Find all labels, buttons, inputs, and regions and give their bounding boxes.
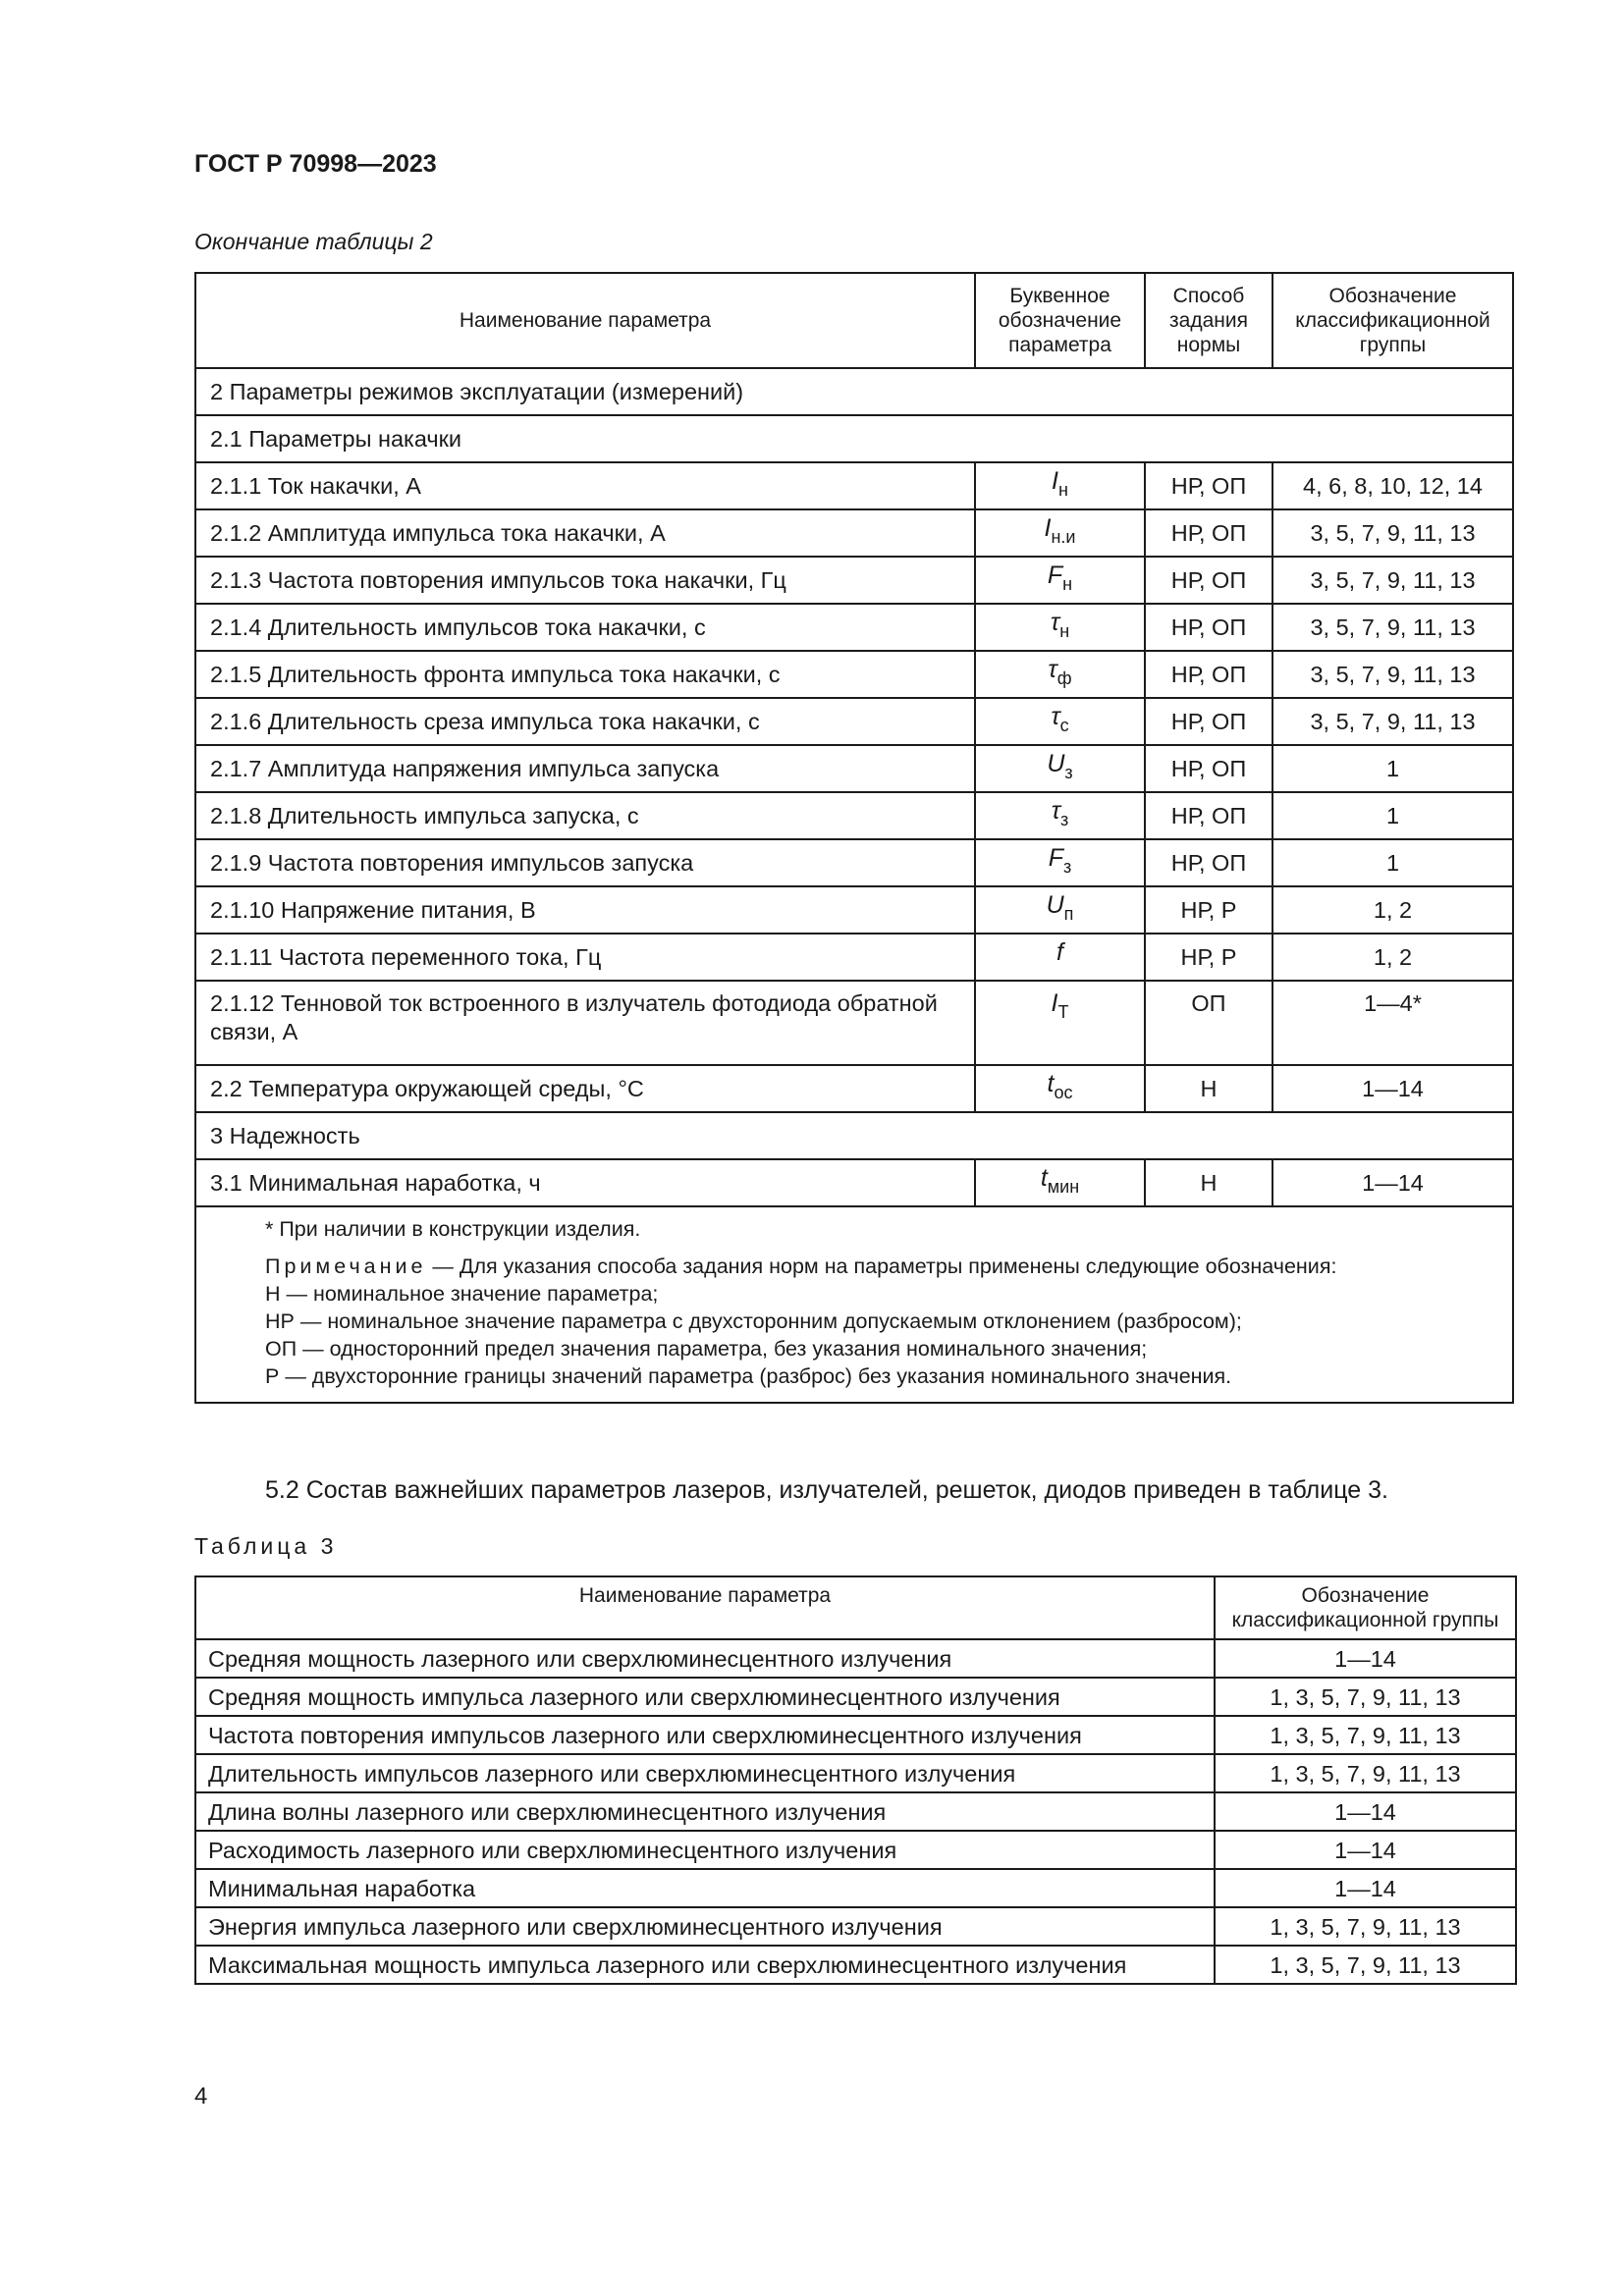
header-group: Обозначение классификационной группы [1215, 1576, 1516, 1639]
param-method: НР, ОП [1145, 698, 1272, 745]
param-group: 1, 3, 5, 7, 9, 11, 13 [1215, 1946, 1516, 1984]
param-name: 2.1.7 Амплитуда напряжения импульса запуска [195, 745, 975, 792]
param-method: Н [1145, 1159, 1272, 1206]
param-symbol: $t_{ос}$ [975, 1065, 1145, 1112]
param-method: НР, Р [1145, 886, 1272, 934]
param-group: 1, 2 [1272, 934, 1513, 981]
table-row [195, 1831, 1516, 1869]
header-name: Наименование параметра [195, 1576, 1215, 1639]
param-group: 3, 5, 7, 9, 11, 13 [1272, 557, 1513, 604]
param-symbol: $\tau_ф$ [975, 651, 1145, 698]
param-group: 1 [1272, 839, 1513, 886]
param-symbol: $t_{мин}$ [975, 1159, 1145, 1206]
table2-caption: Окончание таблицы 2 [194, 229, 433, 254]
param-name: Энергия импульса лазерного или сверхлюминесцентного излучения [195, 1907, 1215, 1946]
param-name: 2.1.10 Напряжение питания, В [195, 886, 975, 934]
param-group: 1 [1272, 745, 1513, 792]
param-method: Н [1145, 1065, 1272, 1112]
param-name: 2.1.8 Длительность импульса запуска, с [195, 792, 975, 839]
table-row [195, 698, 1513, 745]
param-method: НР, ОП [1145, 792, 1272, 839]
header-method: Способ задания нормы [1145, 273, 1272, 368]
table-row [195, 1065, 1513, 1112]
table-row [195, 1716, 1516, 1754]
table-row [195, 792, 1513, 839]
table-row [195, 981, 1513, 1065]
param-name: Средняя мощность лазерного или сверхлюминесцентного излучения [195, 1639, 1215, 1678]
param-method: НР, ОП [1145, 651, 1272, 698]
param-method: НР, ОП [1145, 604, 1272, 651]
param-name: 2.2 Температура окружающей среды, °С [195, 1065, 975, 1112]
param-method: НР, ОП [1145, 557, 1272, 604]
param-group: 1, 3, 5, 7, 9, 11, 13 [1215, 1678, 1516, 1716]
header-name: Наименование параметра [195, 273, 975, 368]
param-name: 2.1.1 Ток накачки, А [195, 462, 975, 509]
param-group: 1—14 [1215, 1792, 1516, 1831]
param-symbol: $I_Т$ [975, 981, 1145, 1065]
table-row [195, 839, 1513, 886]
section-heading: 3 Надежность [195, 1112, 1513, 1159]
param-group: 3, 5, 7, 9, 11, 13 [1272, 698, 1513, 745]
param-name: Минимальная наработка [195, 1869, 1215, 1907]
table-row [195, 1159, 1513, 1206]
param-group: 3, 5, 7, 9, 11, 13 [1272, 604, 1513, 651]
table-row [195, 1754, 1516, 1792]
param-group: 1—4* [1272, 981, 1513, 1065]
param-name: 2.1.3 Частота повторения импульсов тока накачки, Гц [195, 557, 975, 604]
param-name: 2.1.6 Длительность среза импульса тока накачки, с [195, 698, 975, 745]
note-label: Примечание [265, 1255, 427, 1278]
param-method: НР, ОП [1145, 509, 1272, 557]
page-number: 4 [194, 2083, 208, 2109]
param-group: 1, 2 [1272, 886, 1513, 934]
table-row [195, 1869, 1516, 1907]
note-line: НР — номинальное значение параметра с двухсторонним допускаемым отклонением (разбросом); [265, 1309, 1242, 1333]
param-method: ОП [1145, 981, 1272, 1065]
table-row [195, 1907, 1516, 1946]
param-symbol: $U_з$ [975, 745, 1145, 792]
note-text: — Для указания способа задания норм на параметры применены следующие обозначения: [426, 1255, 1337, 1278]
table-row [195, 509, 1513, 557]
param-group: 1—14 [1272, 1159, 1513, 1206]
param-name: Максимальная мощность импульса лазерного или сверхлюминесцентного излучения [195, 1946, 1215, 1984]
param-symbol: $\tau_з$ [975, 792, 1145, 839]
param-symbol: $\tau_н$ [975, 604, 1145, 651]
table-row [195, 604, 1513, 651]
param-name: 2.1.2 Амплитуда импульса тока накачки, А [195, 509, 975, 557]
note-line: Н — номинальное значение параметра; [265, 1282, 659, 1306]
header-group: Обозначение классификационной группы [1272, 273, 1513, 368]
param-symbol: $\tau_с$ [975, 698, 1145, 745]
param-symbol: $F_н$ [975, 557, 1145, 604]
param-symbol: $I_н$ [975, 462, 1145, 509]
param-group: 3, 5, 7, 9, 11, 13 [1272, 651, 1513, 698]
table-row [195, 934, 1513, 981]
param-method: НР, Р [1145, 934, 1272, 981]
param-name: Средняя мощность импульса лазерного или сверхлюминесцентного излучения [195, 1678, 1215, 1716]
param-name: 2.1.4 Длительность импульсов тока накачки, с [195, 604, 975, 651]
param-name: 2.1.5 Длительность фронта импульса тока накачки, с [195, 651, 975, 698]
table-row [195, 886, 1513, 934]
param-name: 2.1.9 Частота повторения импульсов запуска [195, 839, 975, 886]
param-group: 1—14 [1215, 1831, 1516, 1869]
param-symbol: f [975, 934, 1145, 981]
param-method: НР, ОП [1145, 745, 1272, 792]
table-row [195, 557, 1513, 604]
header-symbol: Буквенное обозначение параметра [975, 273, 1145, 368]
param-group: 3, 5, 7, 9, 11, 13 [1272, 509, 1513, 557]
param-group: 1 [1272, 792, 1513, 839]
table-row [195, 1639, 1516, 1678]
note-intro [265, 1253, 1498, 1280]
param-group: 1, 3, 5, 7, 9, 11, 13 [1215, 1754, 1516, 1792]
section-heading: 2 Параметры режимов эксплуатации (измерений) [195, 368, 1513, 415]
param-name: 3.1 Минимальная наработка, ч [195, 1159, 975, 1206]
param-group: 1, 3, 5, 7, 9, 11, 13 [1215, 1716, 1516, 1754]
table-row [195, 745, 1513, 792]
param-group: 1—14 [1215, 1869, 1516, 1907]
footnote: * При наличии в конструкции изделия. [265, 1217, 641, 1241]
param-name: Длина волны лазерного или сверхлюминесцентного излучения [195, 1792, 1215, 1831]
table-2 [194, 272, 1514, 1404]
param-group: 1—14 [1272, 1065, 1513, 1112]
param-name: Длительность импульсов лазерного или сверхлюминесцентного излучения [195, 1754, 1215, 1792]
table-row [195, 1946, 1516, 1984]
param-name: 2.1.11 Частота переменного тока, Гц [195, 934, 975, 981]
param-name: 2.1.12 Тенновой ток встроенного в излучатель фотодиода обратной связи, А [195, 981, 975, 1065]
note-line: Р — двухсторонние границы значений параметра (разброс) без указания номинального значения. [265, 1364, 1232, 1388]
param-symbol: $U_п$ [975, 886, 1145, 934]
paragraph-5-2: 5.2 Состав важнейших параметров лазеров, излучателей, решеток, диодов приведен в таблице 3. [265, 1476, 1388, 1504]
param-method: НР, ОП [1145, 462, 1272, 509]
param-symbol: $F_з$ [975, 839, 1145, 886]
note-line: ОП — односторонний предел значения параметра, без указания номинального значения; [265, 1337, 1148, 1361]
param-symbol: $I_{н.и}$ [975, 509, 1145, 557]
table-notes [195, 1206, 1513, 1403]
table3-caption: Таблица 3 [194, 1533, 338, 1559]
table-row [195, 462, 1513, 509]
standard-code: ГОСТ Р 70998—2023 [194, 150, 437, 178]
table-row [195, 651, 1513, 698]
param-name: Частота повторения импульсов лазерного или сверхлюминесцентного излучения [195, 1716, 1215, 1754]
subsection-heading: 2.1 Параметры накачки [195, 415, 1513, 462]
param-name: Расходимость лазерного или сверхлюминесцентного излучения [195, 1831, 1215, 1869]
param-method: НР, ОП [1145, 839, 1272, 886]
param-group: 1, 3, 5, 7, 9, 11, 13 [1215, 1907, 1516, 1946]
table-row [195, 1678, 1516, 1716]
param-group: 4, 6, 8, 10, 12, 14 [1272, 462, 1513, 509]
param-group: 1—14 [1215, 1639, 1516, 1678]
table-3 [194, 1575, 1517, 1985]
table-row [195, 1792, 1516, 1831]
